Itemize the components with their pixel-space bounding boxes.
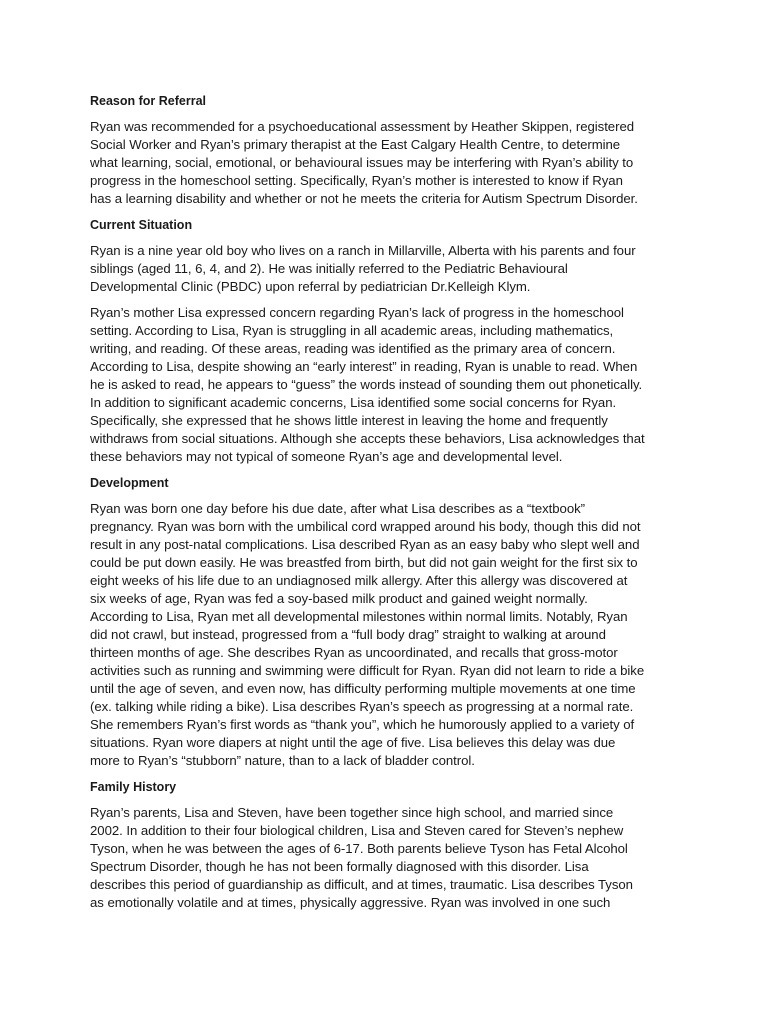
- text-line: Spectrum Disorder, though he has not been formally diagnosed with this disorder. Lisa: [90, 859, 589, 874]
- text-line: Tyson, when he was between the ages of 6-17. Both parents believe Tyson has Fetal Alcohol: [90, 841, 628, 856]
- text-line: describes this period of guardianship as difficult, and at times, traumatic. Lisa describes Tyson: [90, 877, 633, 892]
- text-line: until the age of seven, and even now, has difficulty performing multiple movements at one time: [90, 681, 636, 696]
- text-line: did not crawl, but instead, progressed from a “full body drag” straight to walking at around: [90, 627, 606, 642]
- text-line: writing, and reading. Of these areas, reading was identified as the primary area of concern.: [90, 341, 616, 356]
- text-line: six weeks of age, Ryan was fed a soy-based milk product and gained weight normally.: [90, 591, 588, 606]
- text-line: (ex. talking while riding a bike). Lisa describes Ryan’s speech as progressing at a normal rate.: [90, 699, 634, 714]
- text-line: setting. According to Lisa, Ryan is struggling in all academic areas, including mathematics,: [90, 323, 614, 338]
- text-line: more to Ryan’s “stubborn” nature, than to a lack of bladder control.: [90, 753, 475, 768]
- text-line: activities such as running and swimming were difficult for Ryan. Ryan did not learn to ride a bike: [90, 663, 645, 678]
- text-line: Developmental Clinic (PBDC) upon referral by pediatrician Dr.Kelleigh Klym.: [90, 279, 531, 294]
- text-line: Social Worker and Ryan’s primary therapist at the East Calgary Health Centre, to determine: [90, 137, 621, 152]
- text-line: what learning, social, emotional, or behavioural issues may be interfering with Ryan’s ability to: [90, 155, 634, 170]
- text-line: these behaviors may not typical of someone Ryan’s age and developmental level.: [90, 449, 563, 464]
- paragraph: [90, 804, 682, 912]
- text-line: Ryan was born one day before his due date, after what Lisa describes as a “textbook”: [90, 501, 586, 516]
- text-line: Ryan is a nine year old boy who lives on a ranch in Millarville, Alberta with his parents and four: [90, 243, 636, 258]
- text-line: progress in the homeschool setting. Specifically, Ryan’s mother is interested to know if Ryan: [90, 173, 623, 188]
- section-reason-for-referral: [90, 92, 682, 208]
- text-line: Ryan’s mother Lisa expressed concern regarding Ryan’s lack of progress in the homeschool: [90, 305, 624, 320]
- paragraph: [90, 118, 682, 208]
- text-line: In addition to significant academic concerns, Lisa identified some social concerns for Ryan.: [90, 395, 617, 410]
- text-line: According to Lisa, despite showing an “early interest” in reading, Ryan is unable to read. When: [90, 359, 638, 374]
- text-line: has a learning disability and whether or not he meets the criteria for Autism Spectrum Disorder.: [90, 191, 638, 206]
- text-line: Specifically, she expressed that he shows little interest in leaving the home and frequently: [90, 413, 608, 428]
- text-line: withdraws from social situations. Although she accepts these behaviors, Lisa acknowledges that: [90, 431, 645, 446]
- text-line: thirteen months of age. She describes Ryan as uncoordinated, and recalls that gross-motor: [90, 645, 618, 660]
- text-line: Ryan was recommended for a psychoeducational assessment by Heather Skippen, registered: [90, 119, 635, 134]
- text-line: eight weeks of his life due to an undiagnosed milk allergy. After this allergy was discovered at: [90, 573, 628, 588]
- text-line: result in any post-natal complications. Lisa described Ryan as an easy baby who slept well and: [90, 537, 640, 552]
- text-line: According to Lisa, Ryan met all developmental milestones within normal limits. Notably, Ryan: [90, 609, 628, 624]
- paragraph: [90, 500, 682, 770]
- text-line: situations. Ryan wore diapers at night until the age of five. Lisa believes this delay was due: [90, 735, 616, 750]
- text-line: 2002. In addition to their four biological children, Lisa and Steven cared for Steven’s nephew: [90, 823, 624, 838]
- text-line: as emotionally volatile and at times, physically aggressive. Ryan was involved in one such: [90, 895, 611, 910]
- section-current-situation: [90, 216, 682, 466]
- text-line: siblings (aged 11, 6, 4, and 2). He was initially referred to the Pediatric Behavioural: [90, 261, 568, 276]
- text-line: pregnancy. Ryan was born with the umbilical cord wrapped around his body, though this did not: [90, 519, 641, 534]
- text-line: he is asked to read, he appears to “guess” the words instead of sounding them out phonetically.: [90, 377, 643, 392]
- section-heading: Development: [90, 476, 169, 490]
- section-family-history: [90, 778, 682, 912]
- text-line: could be put down easily. He was breastfed from birth, but did not gain weight for the first six to: [90, 555, 638, 570]
- text-line: She remembers Ryan’s first words as “thank you”, which he humorously applied to a variety of: [90, 717, 635, 732]
- paragraph: [90, 304, 682, 466]
- text-line: Ryan’s parents, Lisa and Steven, have been together since high school, and married since: [90, 805, 614, 820]
- section-heading: Family History: [90, 780, 177, 794]
- document-page: [90, 92, 682, 920]
- section-development: [90, 474, 682, 770]
- section-heading: Reason for Referral: [90, 94, 207, 108]
- paragraph: [90, 242, 682, 296]
- section-heading: Current Situation: [90, 218, 193, 232]
